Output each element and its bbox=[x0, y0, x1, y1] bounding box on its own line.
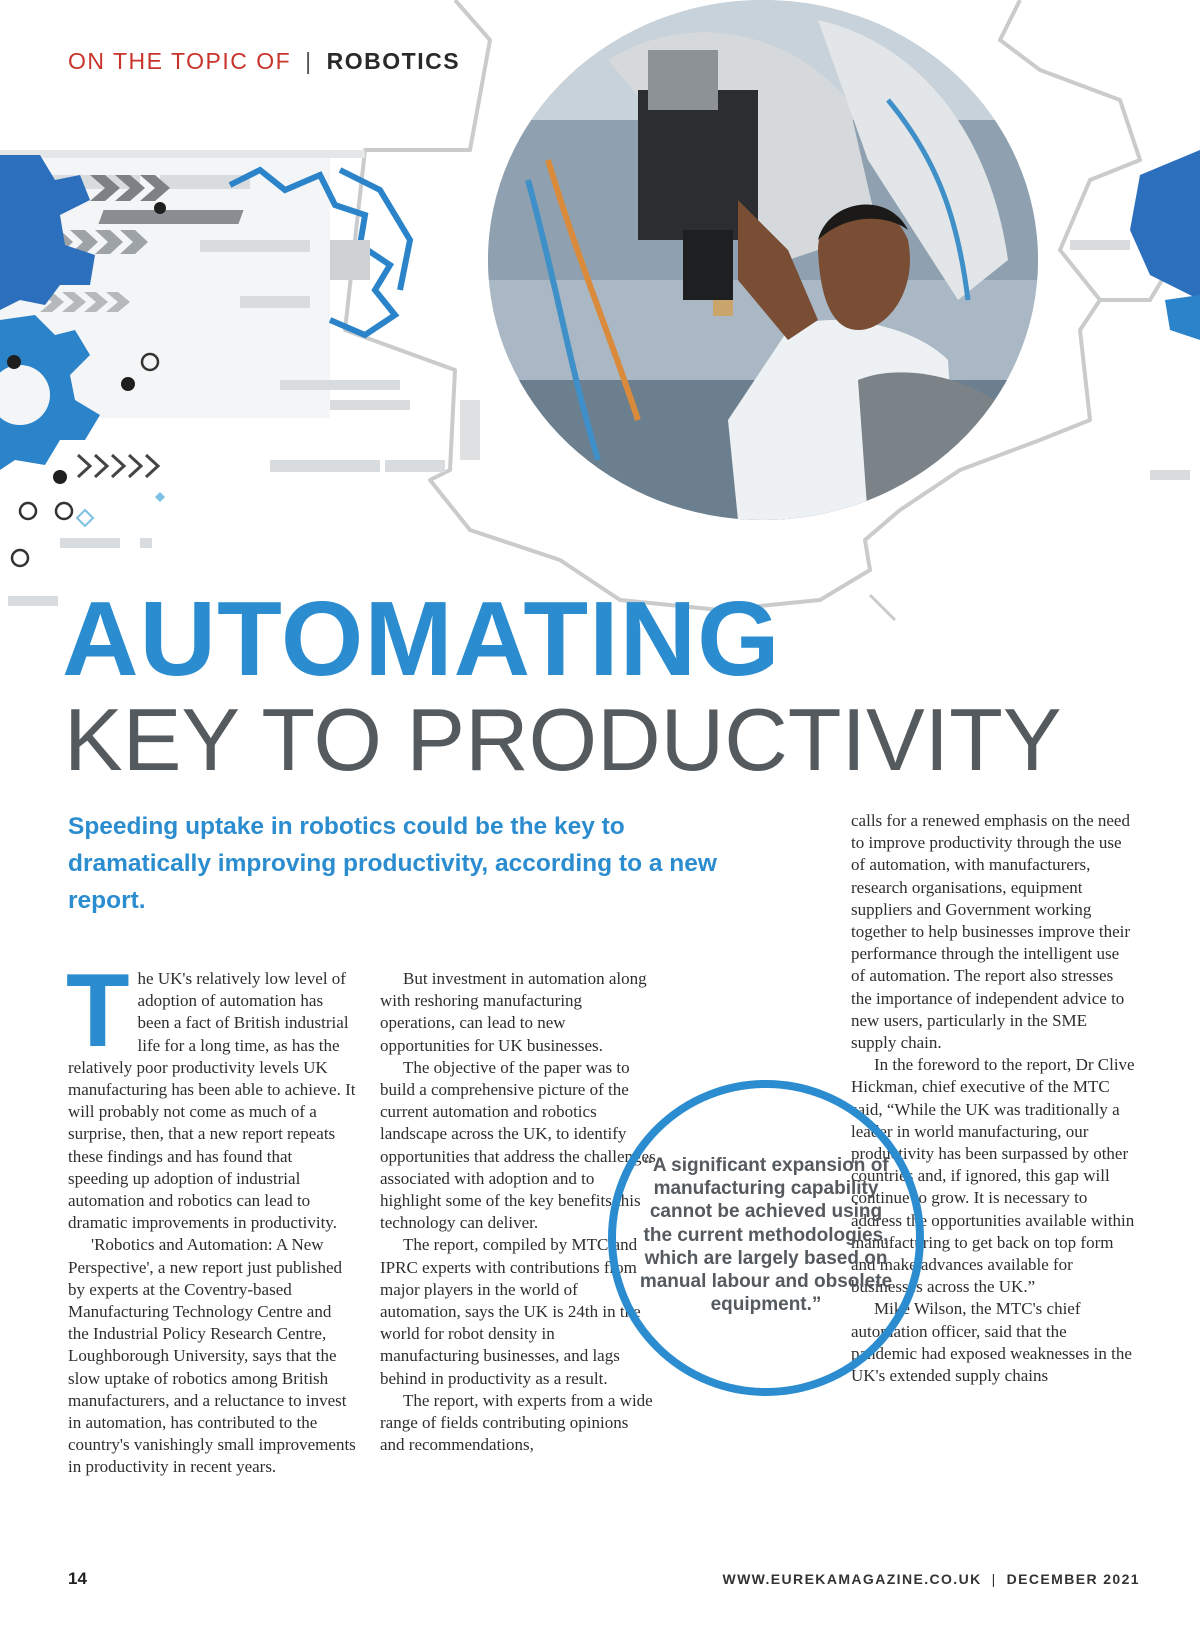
kicker-label: ON THE TOPIC OF bbox=[68, 48, 292, 74]
paragraph: The objective of the paper was to build a comprehensive picture of the current automation and robotics landscape across the UK, to identify opportunities that address the challenges associated with adoption and to highlight some of the key benefits this technology can deliver. bbox=[380, 1057, 656, 1233]
drop-cap: T bbox=[66, 953, 130, 1069]
article-column-1 bbox=[66, 953, 356, 1479]
footer-site: WWW.EUREKAMAGAZINE.CO.UK bbox=[722, 1571, 982, 1587]
paragraph: But investment in automation along with reshoring manufacturing operations, can lead to new opportunities for UK businesses. bbox=[380, 969, 647, 1055]
paragraph: The report, compiled by MTC and IPRC experts with contributions from major players in the world of automation, says the UK is 24th in the world for robot density in manufacturing businesses, and lags behind in productivity as a result. bbox=[380, 1235, 641, 1388]
headline-main: AUTOMATING bbox=[62, 580, 781, 698]
section-header bbox=[68, 48, 460, 75]
paragraph: calls for a renewed emphasis on the need to improve productivity through the use of automation, with manufacturers, research organisations, equipment suppliers and Government working together to help businesses improve their performance through the intelligent use of automation. The report also stresses the importance of independent advice to new users, particularly in the SME supply chain. bbox=[851, 811, 1131, 1053]
paragraph: he UK's relatively low level of adoption of automation has been a fact of British industrial life for a long time, as has the relatively poor productivity levels UK manufacturing has been able to achieve. It will probably not come as much of a surprise, then, that a new report repeats these findings and has found that speeding up adoption of industrial automation and robotics can lead to dramatic improvements in productivity. bbox=[68, 969, 356, 1233]
paragraph: Mike Wilson, the MTC's chief automation officer, said that the pandemic had exposed weaknesses in the UK's extended supply chains bbox=[851, 1299, 1132, 1386]
headline-sub: KEY TO PRODUCTIVITY bbox=[64, 690, 1062, 789]
paragraph: The report, with experts from a wide range of fields contributing opinions and recommendations, bbox=[380, 1390, 653, 1455]
paragraph: 'Robotics and Automation: A New Perspective', a new report just published by experts at the Coventry-based Manufacturing Technology Centre and the Industrial Policy Research Centre, Loughborough University, says that the slow uptake of robotics among British manufacturers, and a reluctance to invest in automation, has contributed to the country's vanishingly small improvements in productivity in recent years. bbox=[68, 1235, 356, 1477]
hero-photo bbox=[488, 0, 1038, 520]
footer-separator: | bbox=[991, 1571, 997, 1587]
paragraph: In the foreword to the report, Dr Clive Hickman, chief executive of the MTC said, “While the UK was traditionally a leader in world manufacturing, our productivity has been surpassed by other countries and, if ignored, this gap will continue to grow. It is necessary to address the opportunities available within manufacturing to get back on top form and make advances available for businesses across the UK.” bbox=[851, 1055, 1135, 1297]
footer-date: DECEMBER 2021 bbox=[1006, 1571, 1140, 1587]
section-label: ROBOTICS bbox=[326, 48, 461, 74]
header-separator: | bbox=[305, 48, 313, 74]
page-number: 14 bbox=[68, 1569, 87, 1588]
page-footer bbox=[722, 1571, 1140, 1587]
standfirst: Speeding uptake in robotics could be the key to dramatically improving productivity, according to a new report. bbox=[68, 813, 717, 914]
pullquote: “A significant expansion of manufacturing capability cannot be achieved using the current methodologies, which are largely based on manual labour and obsolete equipment.” bbox=[639, 1155, 893, 1316]
